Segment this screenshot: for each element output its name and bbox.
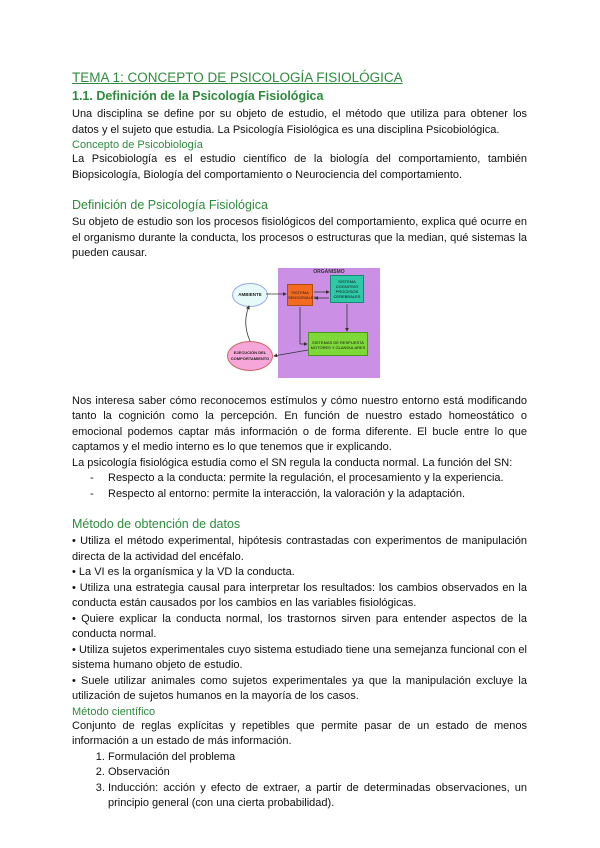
metodo-item: • Utiliza una estrategia causal para interpretar los resultados: los cambios observados en la conducta están causados por los cambios en las variables fisiológicas. <box>72 581 527 609</box>
list-item: - Respecto al entorno: permite la interacción, la valoración y la adaptación. <box>90 487 527 503</box>
intro-paragraph: Una disciplina se define por su objeto de estudio, el método que utiliza para obtener los datos y el sujeto que estudia. La Psicología Fisiológica es una disciplina Psicobiológica. <box>72 108 527 136</box>
interesa-paragraph: Nos interesa saber cómo reconocemos estímulos y cómo nuestro entorno está modificando tanto la cognición como la percepción. En función de nuestro estado homeostático o emocional podemos captar más información o de forma diferente. El bucle entre lo que captamos y el medio interno es lo que tenemos que ir explicando. <box>72 394 527 453</box>
section-heading-1-1: 1.1. Definición de la Psicología Fisiológica <box>72 89 324 103</box>
cientifico-heading: Método científico <box>72 705 156 718</box>
definicion-paragraph: Su objeto de estudio son los procesos fisiológicos del comportamiento, explica qué ocurre en el organismo durante la conducta, los procesos o estructuras que la median, qué sistemas la pueden causar. <box>72 216 527 259</box>
psicobiologia-heading: Concepto de Psicobiología <box>72 139 203 151</box>
diagram-arrows <box>72 268 527 386</box>
funcion-sn-paragraph: La psicología fisiológica estudia como el SN regula la conducta normal. La función del SN: <box>72 456 513 469</box>
metodo-item: • Quiere explicar la conducta normal, los trastornos sirven para entender aspectos de la conducta normal. <box>72 612 527 640</box>
sistema-respuesta-node: SISTEMAS DE RESPUESTA MOTORES Y GLANDULARES <box>308 332 368 356</box>
definicion-heading: Definición de Psicología Fisiológica <box>72 198 268 212</box>
metodo-heading: Método de obtención de datos <box>72 517 241 531</box>
list-item: 3. Inducción: acción y efecto de extraer, a partir de determinadas observaciones, un principio general (con una cierta probabilidad). <box>108 781 527 812</box>
ejecucion-node: EJECUCIÓN DEL COMPORTAMIENTO <box>227 341 273 371</box>
metodo-item: • Utiliza el método experimental, hipótesis contrastadas con experimentos de manipulación directa de la actividad del encéfalo. <box>72 535 527 563</box>
cientifico-paragraph: Conjunto de reglas explícitas y repetibles que permite pasar de un estado de menos información a un estado de más información. <box>72 719 527 747</box>
list-item: 2. Observación <box>108 765 527 781</box>
page-title: TEMA 1: CONCEPTO DE PSICOLOGÍA FISIOLÓGICA <box>72 70 403 85</box>
document-page <box>72 70 527 812</box>
list-item: 1. Formulación del problema <box>108 750 527 766</box>
metodo-item: • La VI es la organísmica y la VD la conducta. <box>72 566 295 578</box>
funcion-list <box>90 471 527 502</box>
ambiente-node: AMBIENTE <box>232 283 268 307</box>
metodo-item: • Utiliza sujetos experimentales cuyo sistema estudiado tiene una semejanza funcional con el sistema humano objeto de estudio. <box>72 643 527 671</box>
cientifico-steps <box>72 750 527 812</box>
organismo-label: ORGANISMO <box>313 268 345 275</box>
sistema-sensorial-node: SISTEMA SENSORIALES <box>287 284 313 306</box>
psicobiologia-paragraph: La Psicobiología es el estudio científico de la biología del comportamiento, también Biopsicología, Biología del comportamiento o Neurociencia del comportamiento. <box>72 153 527 181</box>
metodo-item: • Suele utilizar animales como sujetos experimentales ya que la manipulación excluye la utilización de sujetos humanos en la mayoría de los casos. <box>72 674 527 702</box>
organism-diagram <box>72 268 527 386</box>
list-item: - Respecto a la conducta: permite la regulación, el procesamiento y la experiencia. <box>90 471 527 487</box>
sistema-cognitivo-node: SISTEMA COGNITIVO PROCESOS CEREBRALES <box>330 275 364 303</box>
